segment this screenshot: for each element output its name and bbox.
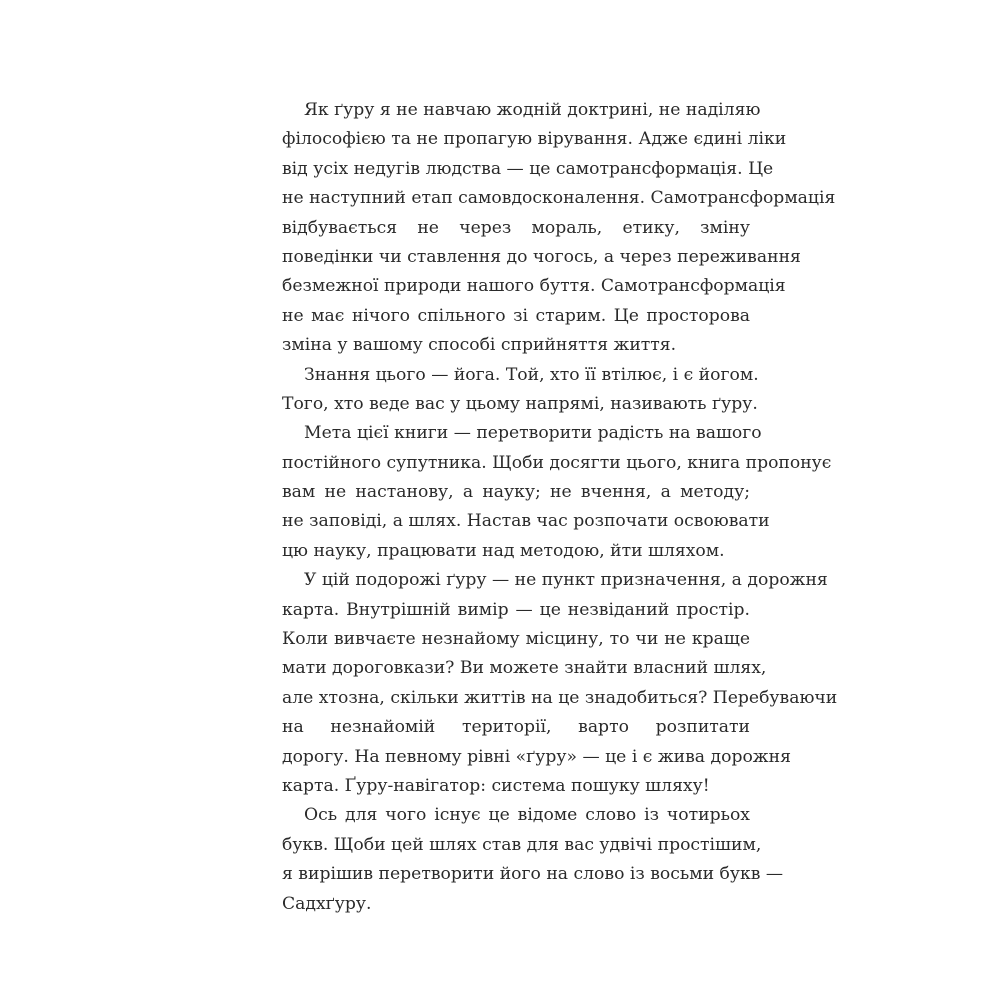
text-line: безмежної природи нашого буття. Самотрансформація <box>282 276 786 297</box>
text-line: карта. Внутрішній вимір — це незвіданий простір. <box>282 599 750 620</box>
text-line: не наступний етап самовдосконалення. Самотрансформація <box>282 188 836 209</box>
paragraph <box>282 361 759 420</box>
text-line: Як ґуру я не навчаю жодній доктрині, не наділяю <box>304 100 761 120</box>
text-line: букв. Щоби цей шлях став для вас удвічі простішим, <box>282 834 762 855</box>
text-line: не заповіді, а шлях. Настав час розпочати освоювати <box>282 511 770 532</box>
text-line: постійного супутника. Щоби досягти цього, книга пропонує <box>282 452 832 473</box>
body-text <box>282 96 838 919</box>
text-line: Знання цього — йога. Той, хто її втілює, і є йогом. <box>304 364 759 385</box>
paragraph <box>282 419 832 566</box>
text-line: зміна у вашому способі сприйняття життя. <box>282 335 677 356</box>
text-line: Ось для чого існує це відоме слово із чотирьох <box>304 805 750 826</box>
text-line: поведінки чи ставлення до чогось, а через переживання <box>282 246 801 267</box>
text-line: Мета цієї книги — перетворити радість на вашого <box>304 423 762 444</box>
text-line: цю науку, працювати над методою, йти шляхом. <box>282 540 725 561</box>
text-line: філософією та не пропагую вірування. Адже єдині ліки <box>282 129 787 150</box>
text-line: У цій подорожі ґуру — не пункт призначення, а дорожня <box>304 570 828 591</box>
text-line: вам не настанову, а науку; не вчення, а методу; <box>282 482 750 503</box>
text-line: Того, хто веде вас у цьому напрямі, називають ґуру. <box>282 393 758 414</box>
text-line: карта. Ґуру-навігатор: система пошуку шляху! <box>282 775 710 796</box>
text-line: мати дороговкази? Ви можете знайти власний шлях, <box>282 658 767 679</box>
text-line: дорогу. На певному рівні «ґуру» — це і є жива дорожня <box>282 746 791 767</box>
text-line: від усіх недугів людства — це самотрансформація. Це <box>282 158 774 179</box>
text-line: я вирішив перетворити його на слово із восьми букв — <box>282 864 784 885</box>
paragraph <box>282 801 784 919</box>
text-line: але хтозна, скільки життів на це знадобиться? Перебуваючи <box>282 687 838 708</box>
text-line: Коли вивчаєте незнайому місцину, то чи не краще <box>282 629 750 650</box>
text-line: не має нічого спільного зі старим. Це просторова <box>282 305 750 326</box>
text-line: відбувається не через мораль, етику, зміну <box>282 217 750 238</box>
paragraph <box>282 566 838 801</box>
paragraph <box>282 96 836 361</box>
text-line: на незнайомій території, варто розпитати <box>282 717 750 738</box>
text-line: Садхґуру. <box>282 893 372 914</box>
